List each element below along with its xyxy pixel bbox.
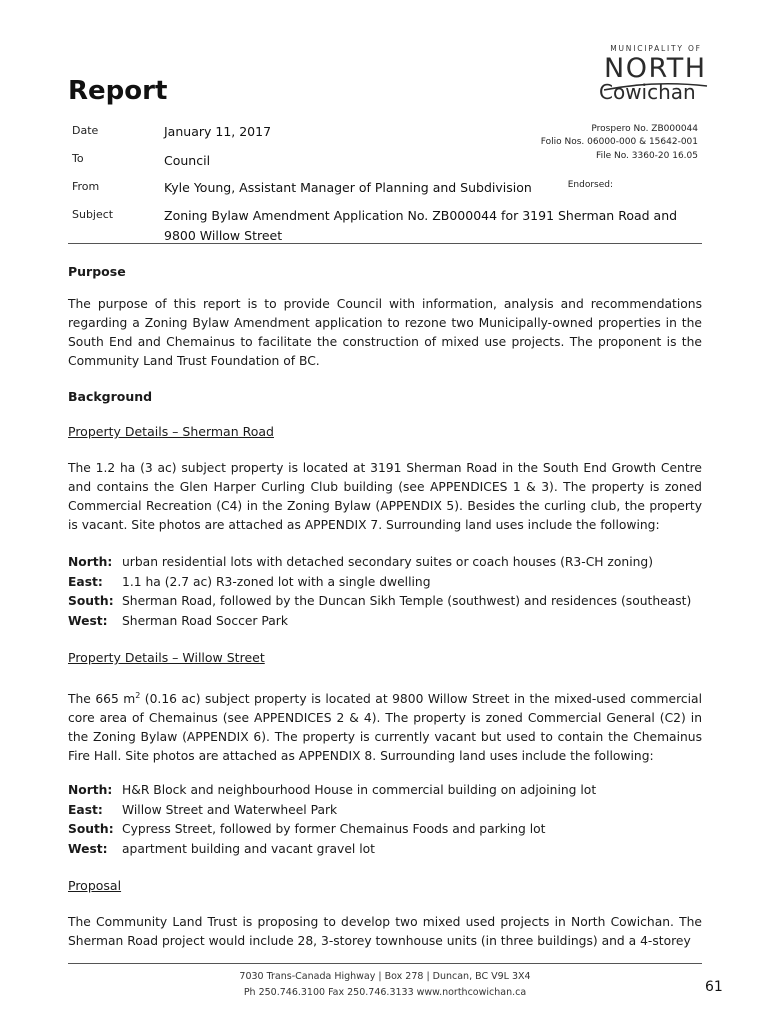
direction-label: West: (68, 841, 108, 856)
purpose-heading: Purpose (68, 264, 126, 279)
logo-cowichan: Cowichan (599, 80, 696, 104)
list-item (68, 553, 702, 573)
endorsed-label: Endorsed: (567, 180, 613, 190)
date-label: Date (72, 124, 99, 137)
direction-label: West: (68, 613, 108, 628)
superscript-2: 2 (135, 691, 141, 700)
folio-numbers: Folio Nos. 06000-000 & 15642-001 (540, 137, 698, 147)
direction-description: Sherman Road, followed by the Duncan Sikh Temple (southwest) and residences (southeast) (122, 594, 692, 608)
file-number: File No. 3360-20 16.05 (596, 151, 698, 161)
from-value: Kyle Young, Assistant Manager of Planning and Subdivision (164, 180, 532, 195)
list-item (68, 573, 702, 593)
direction-description: Sherman Road Soccer Park (122, 613, 288, 628)
proposal-text: The Community Land Trust is proposing to develop two mixed used projects in North Cowichan. The Sherman Road project would include 28, 3-storey townhouse units (in three buildings) and a 4-storey (68, 915, 702, 948)
prospero-number: Prospero No. ZB000044 (591, 124, 698, 134)
footer-divider (68, 963, 702, 964)
direction-label: North: (68, 555, 113, 569)
background-heading: Background (68, 389, 153, 404)
willow-text-start: The 665 m (68, 692, 136, 707)
direction-description: 1.1 ha (2.7 ac) R3-zoned lot with a single dwelling (122, 574, 431, 589)
direction-label: South: (68, 594, 114, 608)
list-item (68, 592, 702, 612)
direction-label: South: (68, 822, 114, 836)
list-item (68, 840, 702, 860)
logo-north: NORTH (604, 53, 707, 84)
direction-description: Willow Street and Waterwheel Park (122, 802, 338, 817)
logo-municipality-of: MUNICIPALITY OF (610, 44, 702, 53)
direction-label: East: (68, 574, 103, 589)
purpose-text: The purpose of this report is to provide Council with information, analysis and recommendations regarding a Zoning Bylaw Amendment application to rezone two Municipally-owned properties in the South End and Chemainus to facilitate the construction of mixed use projects. The proponent is the Community Land Trust Foundation of BC. (68, 297, 702, 368)
list-item (68, 820, 702, 840)
header-divider (68, 243, 702, 244)
logo-swoosh-icon (604, 82, 708, 92)
proposal-heading: Proposal (68, 878, 122, 893)
direction-label: North: (68, 783, 113, 797)
subject-line-2: 9800 Willow Street (164, 228, 283, 243)
list-item (68, 801, 702, 821)
page-number: 61 (705, 979, 723, 995)
footer-address: 7030 Trans-Canada Highway | Box 278 | Duncan, BC V9L 3X4 (239, 971, 531, 982)
footer-contact: Ph 250.746.3100 Fax 250.746.3133 www.northcowichan.ca (243, 987, 527, 998)
report-title: Report (68, 76, 168, 106)
date-value: January 11, 2017 (164, 124, 272, 139)
to-value: Council (164, 153, 211, 168)
list-item (68, 781, 702, 801)
willow-surroundings (68, 781, 702, 859)
willow-text-rest: (0.16 ac) subject property is located at 9800 Willow Street in the mixed-used commercial core area of Chemainus (see APPENDICES 2 & 4). The property is zoned Commercial General (C2) in the Zoning Bylaw (APPENDIX 6). The property is currently vacant but used to contain the Chemainus Fire Hall. Site photos are attached as APPENDIX 8. Surrounding land uses include the following: (68, 692, 703, 764)
from-label: From (72, 180, 100, 193)
direction-description: apartment building and vacant gravel lot (122, 841, 375, 856)
list-item (68, 612, 702, 632)
direction-description: Cypress Street, followed by former Chemainus Foods and parking lot (122, 822, 546, 836)
subject-label: Subject (72, 208, 114, 221)
willow-heading: Property Details – Willow Street (68, 650, 265, 665)
direction-label: East: (68, 802, 103, 817)
subject-line-1: Zoning Bylaw Amendment Application No. ZB000044 for 3191 Sherman Road and (164, 208, 678, 223)
direction-description: H&R Block and neighbourhood House in commercial building on adjoining lot (122, 783, 597, 797)
direction-description: urban residential lots with detached secondary suites or coach houses (R3-CH zoning) (122, 555, 654, 569)
sherman-text: The 1.2 ha (3 ac) subject property is located at 3191 Sherman Road in the South End Growth Centre and contains the Glen Harper Curling Club building (see APPENDICES 1 & 3). The property is zoned Commercial Recreation (C4) in the Zoning Bylaw (APPENDIX 5). Besides the curling club, the property is vacant. Site photos are attached as APPENDIX 7. Surrounding land uses include the following: (68, 461, 702, 532)
willow-text (68, 686, 702, 766)
to-label: To (72, 152, 84, 165)
sherman-heading: Property Details – Sherman Road (68, 424, 274, 439)
sherman-surroundings (68, 553, 702, 631)
